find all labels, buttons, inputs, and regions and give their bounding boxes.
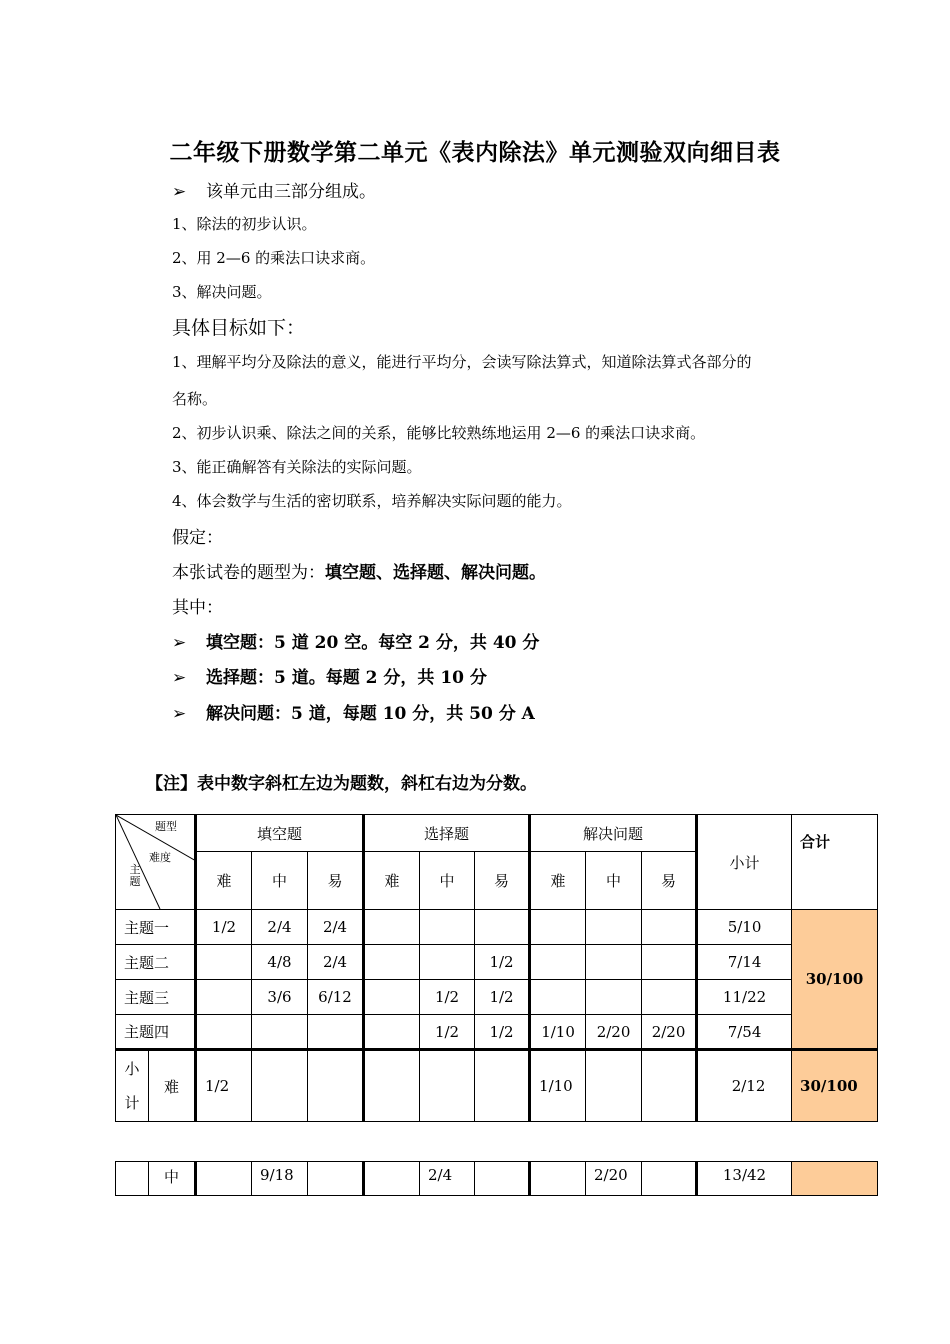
table-cell: 1/2 bbox=[196, 910, 252, 945]
table-cell: 9/18 bbox=[252, 1162, 308, 1196]
table-cell bbox=[116, 1162, 149, 1196]
table-row bbox=[116, 945, 878, 980]
table-cell: 1/10 bbox=[530, 1015, 586, 1050]
goal-item: 1、理解平均分及除法的意义，能进行平均分，会读写除法算式，知道除法算式各部分的 bbox=[172, 353, 752, 371]
table-cell bbox=[308, 1015, 364, 1050]
level-header: 易 bbox=[475, 852, 530, 910]
level-label: 难 bbox=[149, 1050, 196, 1122]
assume-label: 假定： bbox=[172, 528, 223, 548]
row-subtotal: 7/14 bbox=[697, 945, 792, 980]
intro-lead: ➢ 该单元由三部分组成。 bbox=[172, 182, 376, 202]
table-cell: 1/2 bbox=[475, 945, 530, 980]
table-cell bbox=[475, 910, 530, 945]
table-row bbox=[116, 1015, 878, 1050]
table-cell bbox=[196, 945, 252, 980]
table-cell: 1/2 bbox=[475, 1015, 530, 1050]
table-cell bbox=[642, 1162, 697, 1196]
table-cell: 2/20 bbox=[642, 1015, 697, 1050]
row-subtotal: 13/42 bbox=[697, 1162, 792, 1196]
table-cell bbox=[586, 1050, 642, 1122]
corner-header bbox=[116, 815, 196, 910]
row-subtotal: 5/10 bbox=[697, 910, 792, 945]
topic-label: 主题一 bbox=[116, 910, 196, 945]
topic-label: 主题四 bbox=[116, 1015, 196, 1050]
table-cell: 1/2 bbox=[420, 980, 475, 1015]
page-title: 二年级下册数学第二单元《表内除法》单元测验双向细目表 bbox=[169, 140, 781, 166]
intro-part: 2、用 2—6 的乘法口诀求商。 bbox=[172, 249, 376, 267]
table-cell bbox=[308, 1162, 364, 1196]
spec-table bbox=[115, 814, 878, 1122]
table-cell bbox=[475, 1162, 530, 1196]
row-subtotal: 11/22 bbox=[697, 980, 792, 1015]
group-header: 填空题 bbox=[196, 815, 364, 852]
table-cell bbox=[642, 980, 697, 1015]
table-cell: 1/2 bbox=[196, 1050, 252, 1122]
table-cell bbox=[530, 1162, 586, 1196]
table-row bbox=[116, 980, 878, 1015]
table-cell bbox=[196, 980, 252, 1015]
table-cell bbox=[530, 945, 586, 980]
level-header: 易 bbox=[642, 852, 697, 910]
goal-item: 名称。 bbox=[172, 390, 218, 408]
level-label: 中 bbox=[149, 1162, 196, 1196]
table-cell: 1/10 bbox=[530, 1050, 586, 1122]
table-cell bbox=[642, 1050, 697, 1122]
goal-item: 3、能正确解答有关除法的实际问题。 bbox=[172, 458, 422, 476]
intro-part: 3、解决问题。 bbox=[172, 283, 272, 301]
table-cell bbox=[364, 910, 420, 945]
table-cell bbox=[364, 1050, 420, 1122]
table-row bbox=[116, 1050, 878, 1122]
table-cell bbox=[420, 910, 475, 945]
table-cell bbox=[196, 1015, 252, 1050]
among-label: 其中： bbox=[172, 598, 223, 618]
table-cell bbox=[364, 1162, 420, 1196]
bullet-item: ➢ 选择题：5 道。每题 2 分，共 10 分 bbox=[172, 668, 487, 688]
intro-part: 1、除法的初步认识。 bbox=[172, 215, 317, 233]
table-cell: 2/4 bbox=[308, 910, 364, 945]
table-cell: 2/4 bbox=[252, 910, 308, 945]
corner-topic-label: 主 题 bbox=[129, 863, 141, 888]
table-cell bbox=[364, 1015, 420, 1050]
table-cell bbox=[364, 980, 420, 1015]
subtotal-header: 小计 bbox=[697, 815, 792, 910]
table-cell bbox=[420, 945, 475, 980]
subtotal-side-label: 小 计 bbox=[116, 1050, 149, 1122]
table-cell bbox=[196, 1162, 252, 1196]
table-cell bbox=[530, 910, 586, 945]
level-header: 易 bbox=[308, 852, 364, 910]
table-cell bbox=[420, 1050, 475, 1122]
arrow-bullet-icon: ➢ bbox=[172, 633, 187, 653]
corner-type-label: 题型 bbox=[155, 820, 177, 833]
table-cell: 3/6 bbox=[252, 980, 308, 1015]
question-types: 本张试卷的题型为：填空题、选择题、解决问题。 bbox=[172, 563, 546, 583]
table-cell bbox=[586, 945, 642, 980]
topic-label: 主题三 bbox=[116, 980, 196, 1015]
table-cell: 1/2 bbox=[475, 980, 530, 1015]
table-note: 【注】表中数字斜杠左边为题数，斜杠右边为分数。 bbox=[146, 774, 537, 794]
topic-label: 主题二 bbox=[116, 945, 196, 980]
goal-item: 4、体会数学与生活的密切联系，培养解决实际问题的能力。 bbox=[172, 492, 572, 510]
group-header: 解决问题 bbox=[530, 815, 697, 852]
level-header: 难 bbox=[364, 852, 420, 910]
table-row bbox=[116, 910, 878, 945]
bullet-item: ➢ 填空题：5 道 20 空。每空 2 分，共 40 分 bbox=[172, 633, 540, 653]
level-header: 中 bbox=[420, 852, 475, 910]
table-cell bbox=[475, 1050, 530, 1122]
level-header: 难 bbox=[530, 852, 586, 910]
arrow-bullet-icon: ➢ bbox=[172, 668, 187, 688]
table-cell bbox=[586, 980, 642, 1015]
table-cell bbox=[308, 1050, 364, 1122]
table-cell: 2/20 bbox=[586, 1162, 642, 1196]
level-header: 中 bbox=[586, 852, 642, 910]
level-header: 难 bbox=[196, 852, 252, 910]
group-header: 选择题 bbox=[364, 815, 530, 852]
arrow-bullet-icon: ➢ bbox=[172, 182, 187, 202]
table-cell: 2/4 bbox=[308, 945, 364, 980]
table-cell bbox=[642, 945, 697, 980]
row-total: 30/100 bbox=[792, 1050, 878, 1122]
grand-total: 30/100 bbox=[792, 910, 878, 1050]
goal-item: 2、初步认识乘、除法之间的关系，能够比较熟练地运用 2—6 的乘法口诀求商。 bbox=[172, 424, 706, 442]
arrow-bullet-icon: ➢ bbox=[172, 704, 187, 724]
table-cell: 1/2 bbox=[420, 1015, 475, 1050]
table-cell: 4/8 bbox=[252, 945, 308, 980]
table-cell bbox=[252, 1015, 308, 1050]
table-cell: 6/12 bbox=[308, 980, 364, 1015]
table-cell bbox=[642, 910, 697, 945]
corner-difficulty-label: 难度 bbox=[149, 851, 171, 864]
level-header: 中 bbox=[252, 852, 308, 910]
spec-table-continued bbox=[115, 1161, 878, 1196]
table-cell: 2/4 bbox=[420, 1162, 475, 1196]
table-cell bbox=[530, 980, 586, 1015]
table-cell: 2/20 bbox=[586, 1015, 642, 1050]
row-subtotal: 7/54 bbox=[697, 1015, 792, 1050]
table-row bbox=[116, 1162, 878, 1196]
bullet-item: ➢ 解决问题：5 道，每题 10 分，共 50 分 A bbox=[172, 704, 535, 724]
total-header: 合计 bbox=[792, 815, 878, 910]
table-cell bbox=[364, 945, 420, 980]
table-cell bbox=[252, 1050, 308, 1122]
row-subtotal: 2/12 bbox=[697, 1050, 792, 1122]
table-cell bbox=[586, 910, 642, 945]
goals-heading: 具体目标如下： bbox=[172, 317, 306, 339]
row-total bbox=[792, 1162, 878, 1196]
